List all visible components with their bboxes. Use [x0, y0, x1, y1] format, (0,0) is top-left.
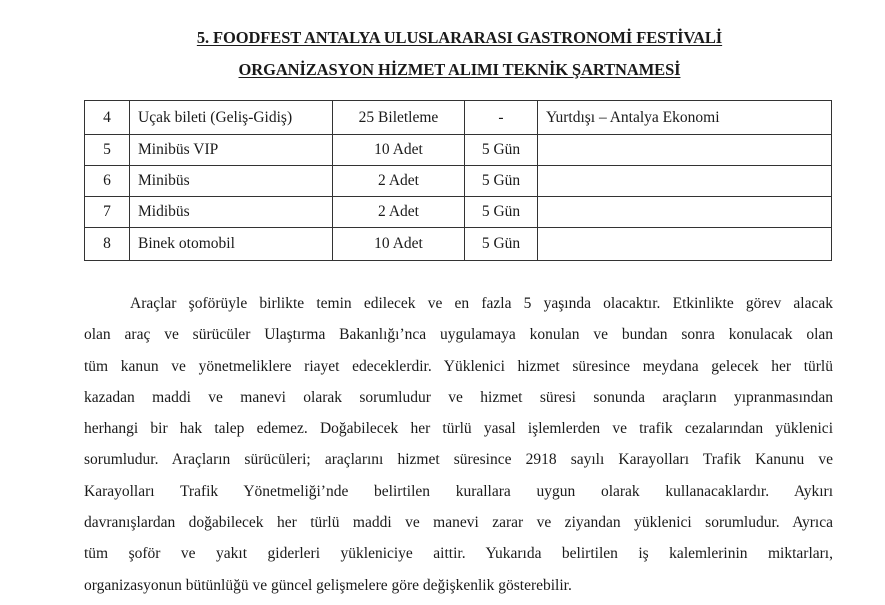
paragraph-line: organizasyonun bütünlüğü ve güncel gelişmelere göre değişkenlik gösterebilir.: [84, 576, 572, 594]
body-paragraph: [84, 288, 833, 601]
table-row: [85, 197, 832, 228]
document-subtitle: ORGANİZASYON HİZMET ALIMI TEKNİK ŞARTNAMESİ: [238, 60, 681, 79]
item-name-cell: Minibüs VIP: [130, 135, 333, 166]
duration-cell: 5 Gün: [465, 135, 538, 166]
paragraph-line: tüm kanun ve yönetmeliklere riayet edeceklerdir. Yüklenici hizmet süresince meydana gelecek her türlü: [84, 357, 833, 375]
note-cell: Yurtdışı – Antalya Ekonomi: [538, 101, 832, 135]
paragraph-line: Araçlar şoförüyle birlikte temin edilecek ve en fazla 5 yaşında olacaktır. Etkinlikte görev alacak: [130, 295, 833, 312]
row-number-cell: 8: [85, 228, 130, 261]
document-title: 5. FOODFEST ANTALYA ULUSLARARASI GASTRONOMİ FESTİVALİ: [196, 28, 723, 47]
note-cell: [538, 135, 832, 166]
quantity-cell: 25 Biletleme: [333, 101, 465, 135]
row-number-cell: 5: [85, 135, 130, 166]
duration-cell: 5 Gün: [465, 197, 538, 228]
table-row: [85, 166, 832, 197]
quantity-cell: 10 Adet: [333, 135, 465, 166]
note-cell: [538, 228, 832, 261]
paragraph-line: Karayolları Trafik Yönetmeliği’nde belirtilen kurallara uygun olarak kullanacaklardır. Aykırı: [84, 482, 833, 500]
quantity-cell: 10 Adet: [333, 228, 465, 261]
row-number-cell: 4: [85, 101, 130, 135]
table-row: [85, 135, 832, 166]
duration-cell: -: [465, 101, 538, 135]
paragraph-line: sorumludur. Araçların sürücüleri; araçlarını hizmet süresince 2918 sayılı Karayolları Trafik Kanunu ve: [84, 451, 833, 469]
item-name-cell: Uçak bileti (Geliş-Gidiş): [130, 101, 333, 135]
note-cell: [538, 197, 832, 228]
item-name-cell: Midibüs: [130, 197, 333, 228]
item-name-cell: Minibüs: [130, 166, 333, 197]
paragraph-line: kazadan maddi ve manevi olarak sorumludur ve hizmet süresi sonunda araçların yıpranmasından: [84, 388, 833, 406]
row-number-cell: 6: [85, 166, 130, 197]
item-name-cell: Binek otomobil: [130, 228, 333, 261]
paragraph-line: olan araç ve sürücüler Ulaştırma Bakanlığı’nca uygulamaya konulan ve bundan sonra konulacak olan: [84, 326, 833, 344]
quantity-cell: 2 Adet: [333, 166, 465, 197]
table-row: [85, 228, 832, 261]
paragraph-line: davranışlardan doğabilecek her türlü maddi ve manevi zarar ve ziyandan yüklenici sorumludur. Ayrıca: [84, 514, 833, 532]
paragraph-line: herhangi bir hak talep edemez. Doğabilecek her türlü yasal işlemlerden ve trafik cezalarından yüklenici: [84, 420, 833, 438]
duration-cell: 5 Gün: [465, 166, 538, 197]
table-row: [85, 101, 832, 135]
row-number-cell: 7: [85, 197, 130, 228]
paragraph-line: tüm şoför ve yakıt giderleri yükleniciye aittir. Yukarıda belirtilen iş kalemlerinin miktarları,: [84, 545, 833, 563]
quantity-cell: 2 Adet: [333, 197, 465, 228]
note-cell: [538, 166, 832, 197]
vehicle-table: [84, 100, 832, 261]
duration-cell: 5 Gün: [465, 228, 538, 261]
